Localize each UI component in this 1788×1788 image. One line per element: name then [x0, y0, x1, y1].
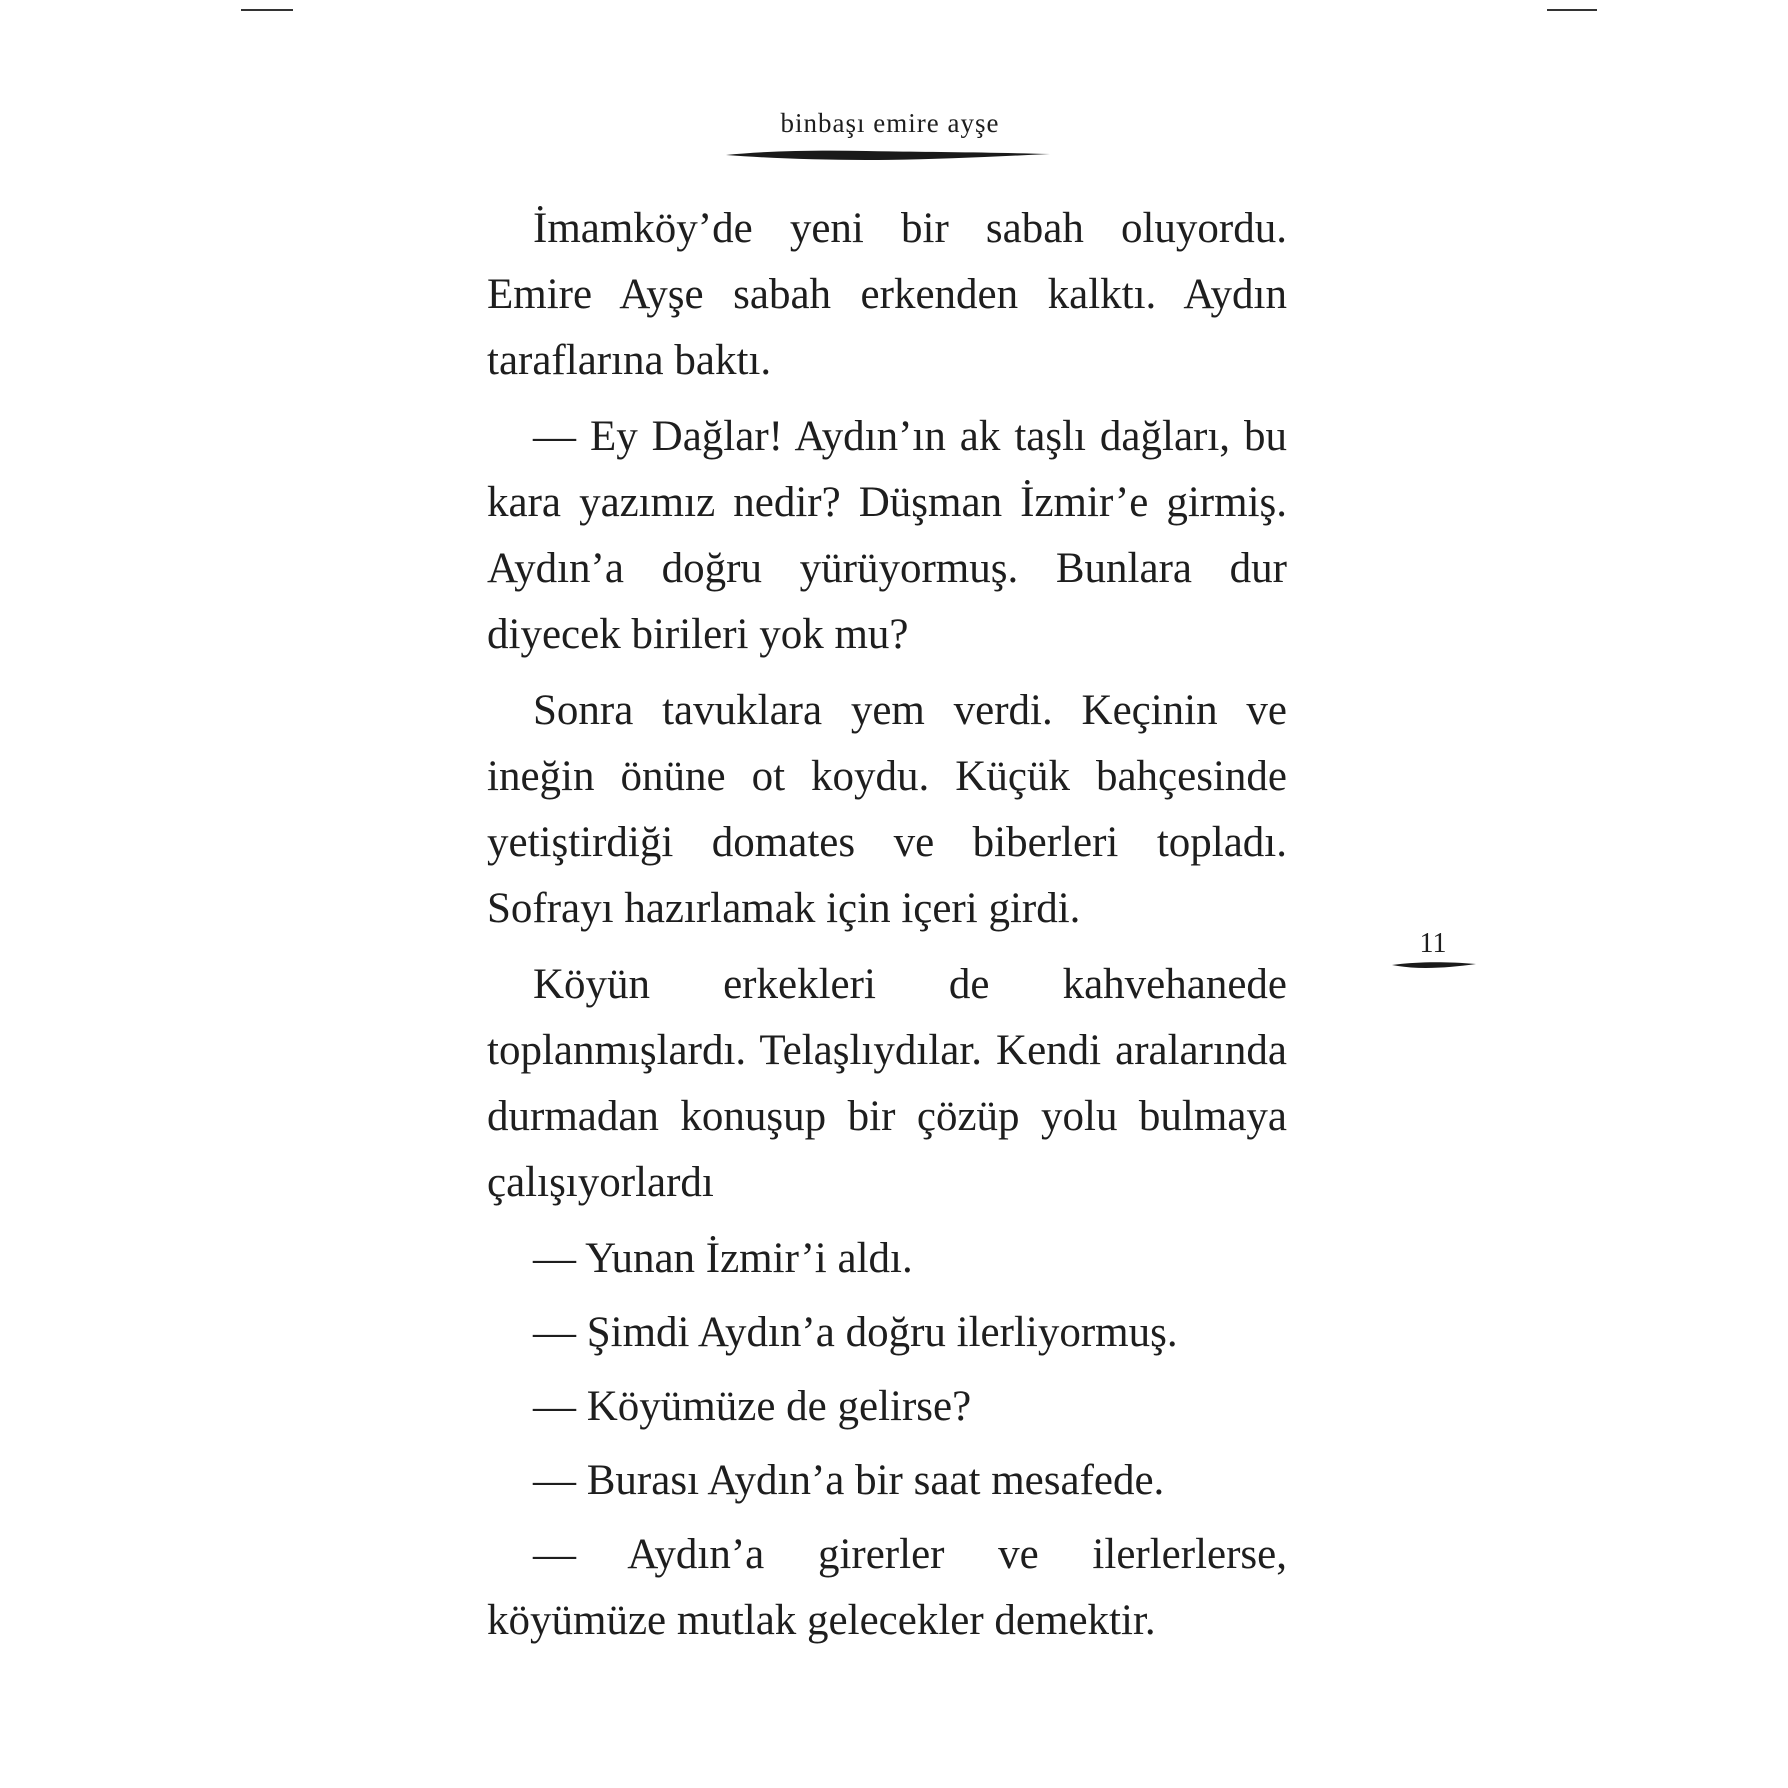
- crop-mark-right: [1547, 9, 1597, 11]
- body-text: [487, 196, 1287, 1664]
- paragraph: İmamköy’de yeni bir sabah oluyordu. Emire Ayşe sabah erkenden kalktı. Aydın taraflarına baktı.: [487, 205, 1287, 384]
- crop-mark-left: [241, 9, 293, 11]
- paragraph: Sonra tavuklara yem verdi. Keçinin ve ineğin önüne ot koydu. Küçük bahçesinde yetiştirdiği domates ve biberleri topladı. Sofrayı hazırlamak için içeri girdi.: [487, 687, 1287, 932]
- dialogue-line: — Şimdi Aydın’a doğru ilerliyormuş.: [533, 1309, 1178, 1356]
- dialogue-line: — Yunan İzmir’i aldı.: [533, 1235, 913, 1282]
- dialogue-line: — Burası Aydın’a bir saat mesafede.: [533, 1457, 1165, 1504]
- page-number: 11: [1419, 928, 1447, 959]
- running-head: binbaşı emire ayşe: [780, 108, 1000, 138]
- running-head-brush-stroke: [726, 148, 1050, 162]
- paragraph: — Ey Dağlar! Aydın’ın ak taşlı dağları, bu kara yazımız nedir? Düşman İzmir’e girmiş. Aydın’a doğru yürüyormuş. Bunlara dur diyecek birileri yok mu?: [487, 413, 1287, 658]
- paragraph: Köyün erkekleri de kahvehanede toplanmışlardı. Telaşlıydılar. Kendi aralarında durmadan konuşup bir çözüp yolu bulmaya çalışıyorlardı: [487, 961, 1287, 1206]
- page-number-brush-stroke: [1392, 959, 1476, 971]
- dialogue-line: — Aydın’a girerler ve ilerlerlerse, köyümüze mutlak gelecekler demektir.: [487, 1531, 1287, 1644]
- dialogue-line: — Köyümüze de gelirse?: [533, 1383, 972, 1430]
